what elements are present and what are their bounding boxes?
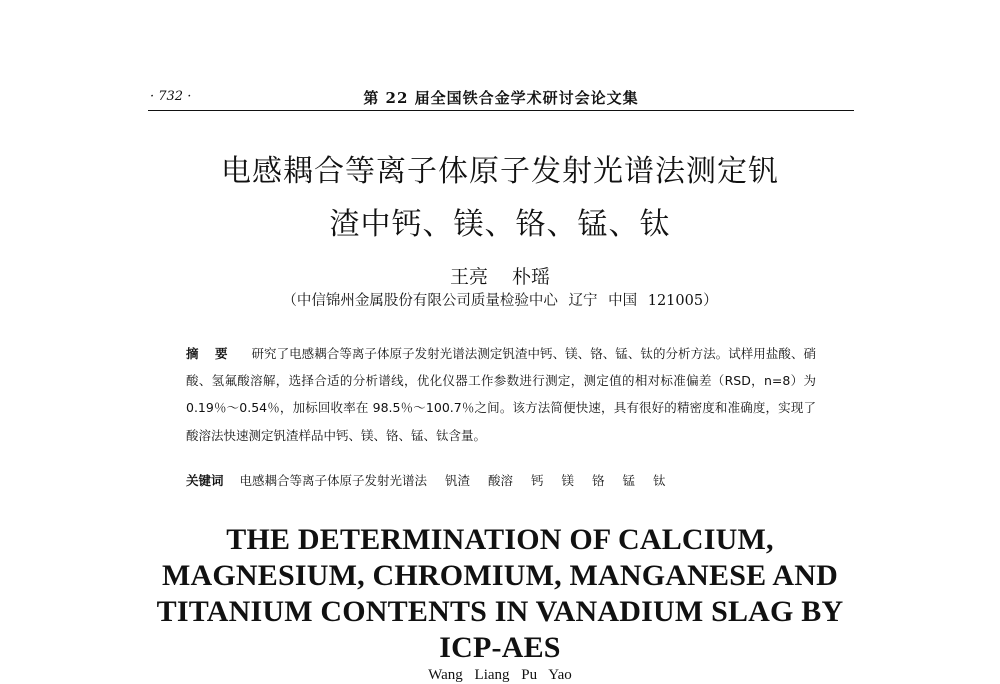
running-header xyxy=(148,86,854,111)
english-title-line-4: ICP-AES xyxy=(439,631,561,664)
english-title-line-3: TITANIUM CONTENTS IN VANADIUM SLAG BY xyxy=(156,595,844,628)
chinese-keywords xyxy=(186,471,816,489)
keyword: 锰 xyxy=(622,473,636,488)
chinese-title-line-1: 电感耦合等离子体原子发射光谱法测定钒 xyxy=(221,154,779,189)
keyword: 镁 xyxy=(561,473,575,488)
keyword: 电感耦合等离子体原子发射光谱法 xyxy=(239,473,428,488)
keyword: 钒渣 xyxy=(445,473,471,488)
keywords-label: 关键词 xyxy=(186,473,224,488)
english-authors: Wang Liang Pu Yao xyxy=(428,667,572,683)
chinese-abstract xyxy=(186,340,816,449)
english-title-line-2: MAGNESIUM, CHROMIUM, MANGANESE AND xyxy=(162,559,838,592)
chinese-affiliation: （中信锦州金属股份有限公司质量检验中心 辽宁 中国 121005） xyxy=(282,293,718,309)
keyword: 钛 xyxy=(653,473,666,488)
keyword: 酸溶 xyxy=(488,473,514,488)
page-number: · 732 · xyxy=(150,89,192,104)
english-title-line-1: THE DETERMINATION OF CALCIUM, xyxy=(226,523,774,556)
abstract-text: 研究了电感耦合等离子体原子发射光谱法测定钒渣中钙、镁、铬、锰、钛的分析方法。试样用盐酸、硝酸、氢氟酸溶解，选择合适的分析谱线，优化仪器工作参数进行测定，测定值的相对标准偏差（RSD，n=8）为 0.19％～0.54％，加标回收率在 98.5％～100.7％之间。该方法简便快速，具有很好的精密度和准确度，实现了酸溶法快速测定钒渣样品中钙、镁、铬、锰、钛含量。 xyxy=(186,346,816,443)
journal-title: 第 22 届全国铁合金学术研讨会论文集 xyxy=(363,89,639,107)
keyword: 铬 xyxy=(592,473,605,488)
chinese-title-line-2: 渣中钙、镁、铬、锰、钛 xyxy=(329,207,671,242)
keyword: 钙 xyxy=(531,473,544,488)
abstract-label: 摘 要 xyxy=(186,346,234,361)
chinese-authors: 王亮 朴瑶 xyxy=(449,266,551,288)
